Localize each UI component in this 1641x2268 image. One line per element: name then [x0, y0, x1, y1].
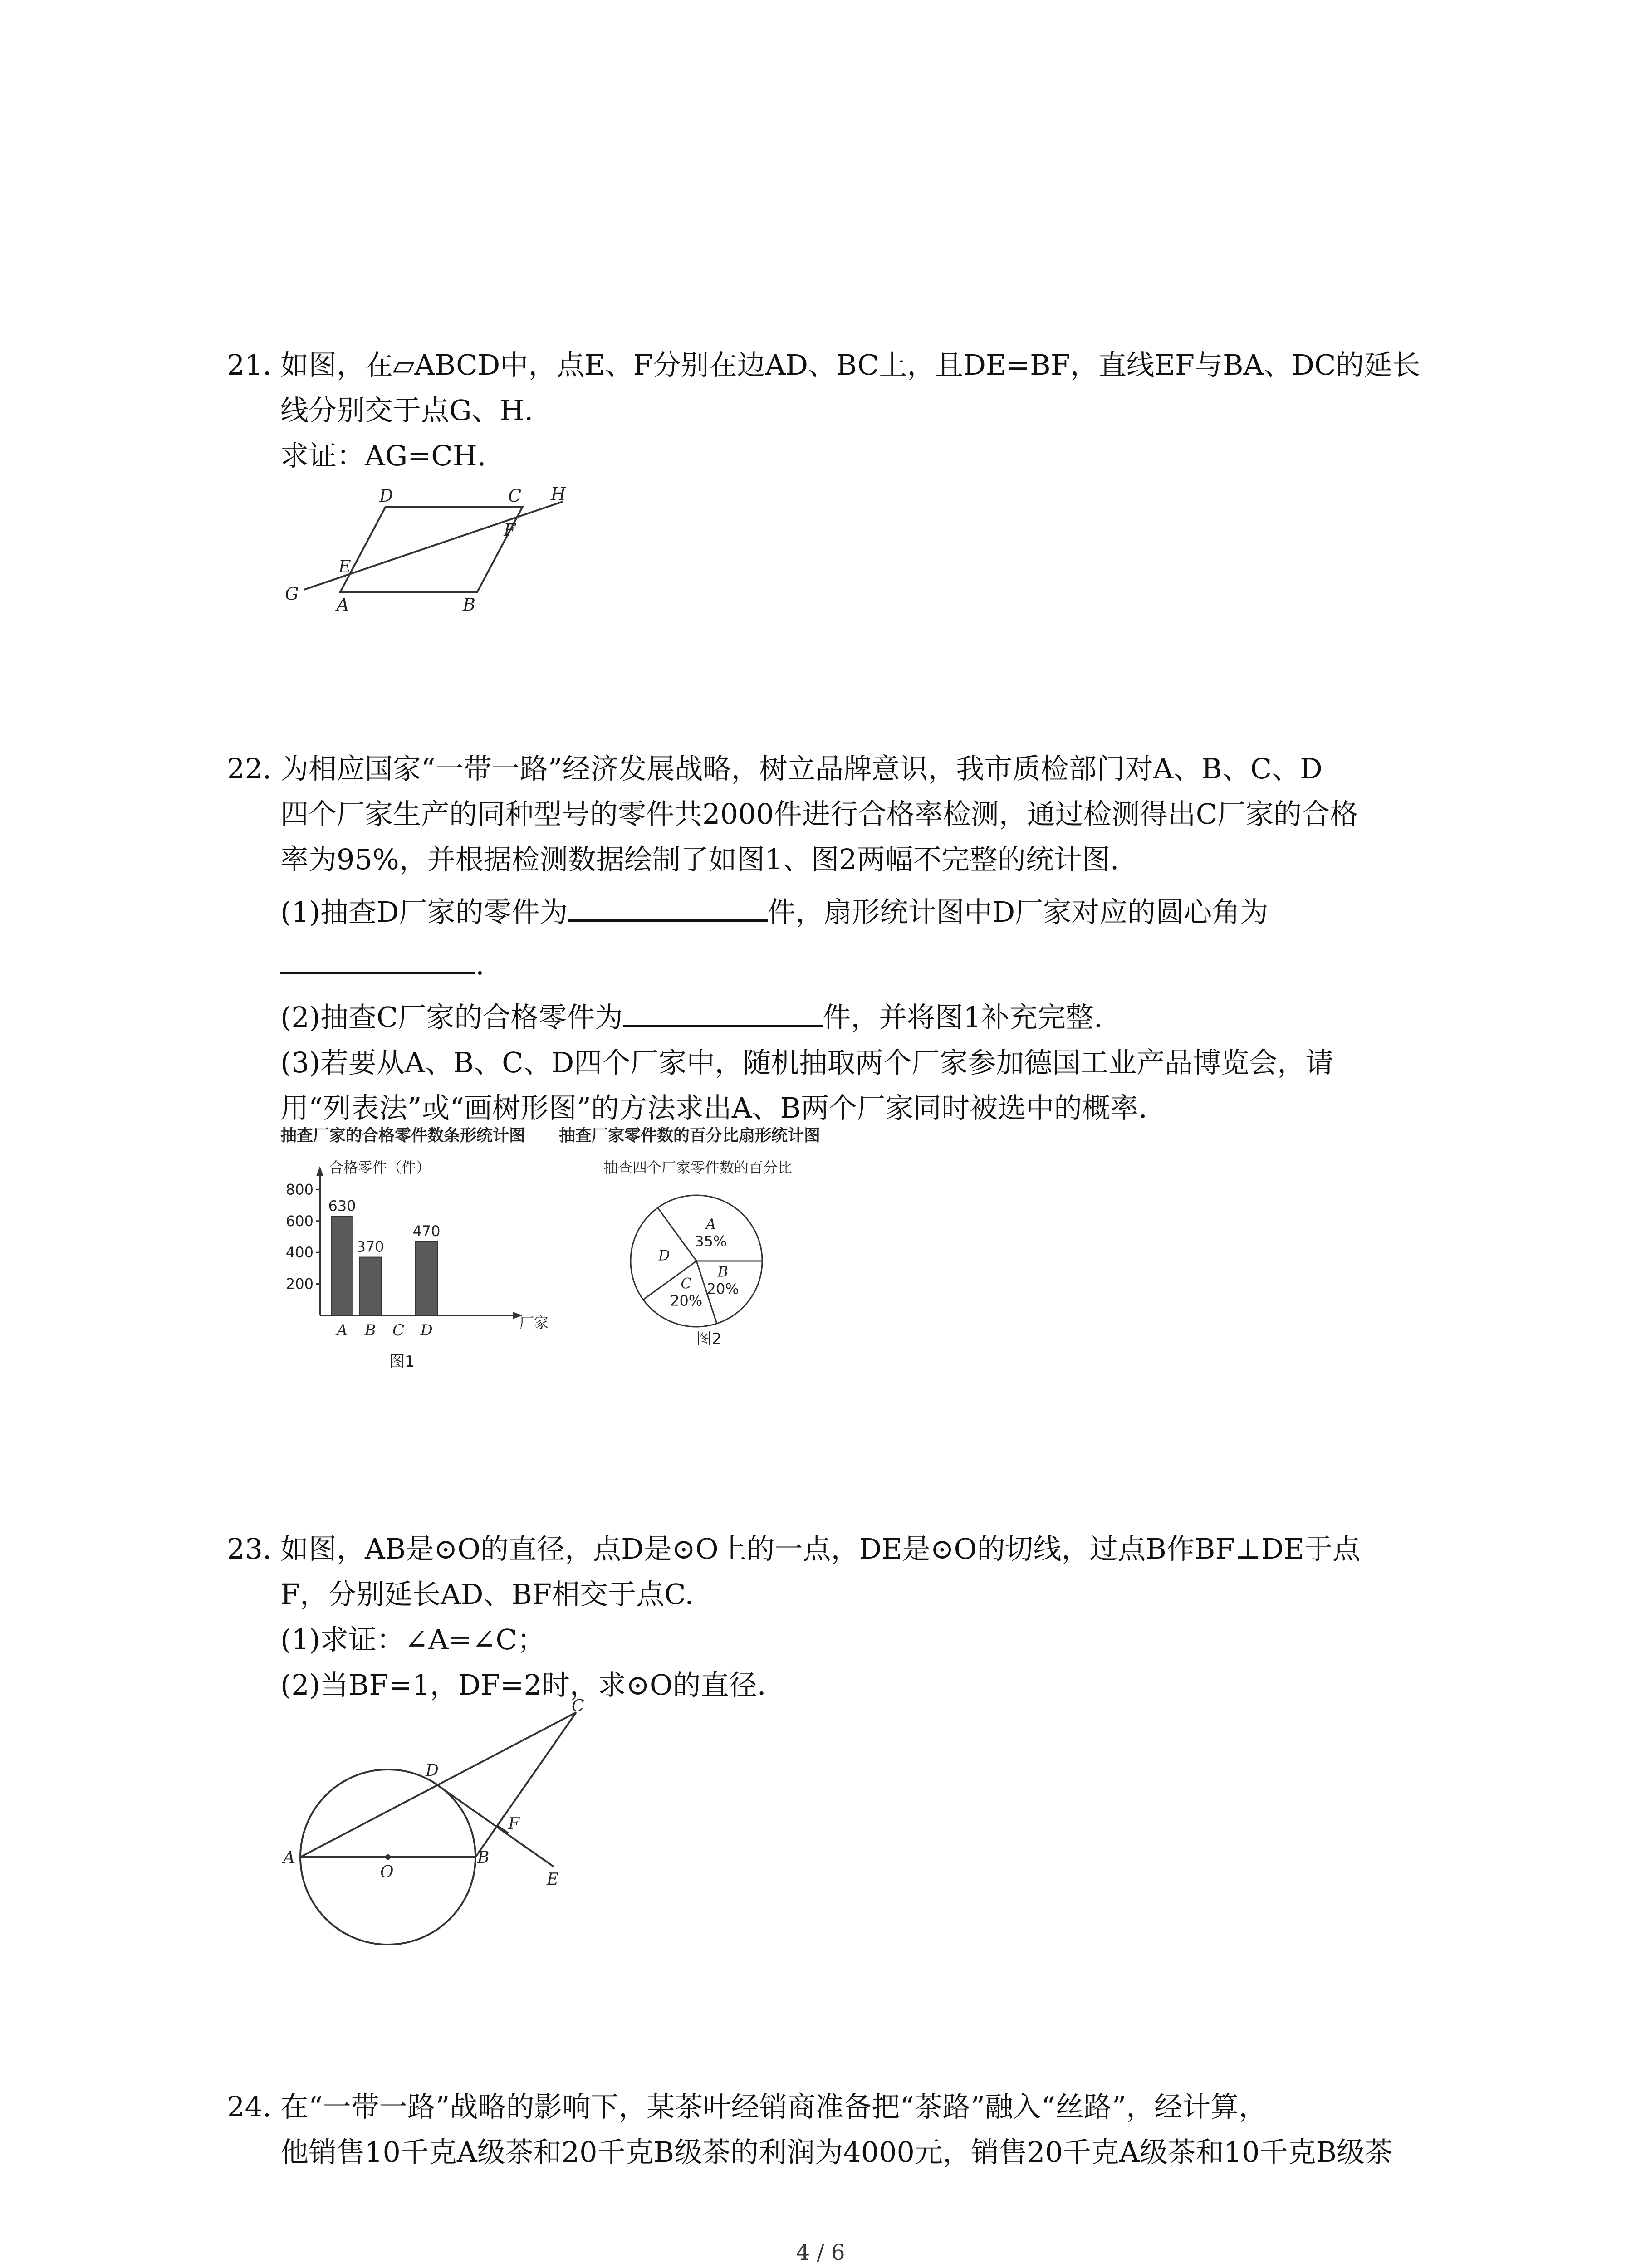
- bar-chart-title: 抽查厂家的合格零件数条形统计图: [280, 1126, 526, 1145]
- question-number: 21.: [227, 348, 272, 381]
- pie-slice-percent: 20%: [706, 1280, 739, 1298]
- x-tick-label: D: [420, 1321, 433, 1339]
- x-tick-label: A: [336, 1321, 348, 1339]
- label-b: B: [463, 595, 475, 615]
- x-axis-label: 厂家: [519, 1314, 549, 1331]
- part-1-text: (1)求证：∠A=∠C；: [280, 1623, 545, 1656]
- label-c: C: [572, 1697, 584, 1716]
- part-2-text: (2)抽查C厂家的合格零件为: [280, 1001, 623, 1034]
- part-1-text: (1)抽查D厂家的零件为: [280, 895, 568, 929]
- pie-slice-percent: 35%: [695, 1232, 727, 1250]
- pie-slice-name: A: [705, 1215, 716, 1233]
- y-axis-arrow: [316, 1166, 323, 1176]
- label-g: G: [285, 584, 299, 604]
- label-d: D: [426, 1761, 439, 1780]
- right-angle-mark: [497, 1815, 508, 1833]
- question-text: 如图，在▱ABCD中，点E、F分别在边AD、BC上，且DE=BF，直线EF与BA、DC的延长: [280, 348, 1421, 381]
- label-f: F: [508, 1815, 519, 1833]
- circle-figure: [272, 1697, 599, 1957]
- question-number: 24.: [227, 2090, 272, 2123]
- figure-caption: 图2: [696, 1330, 722, 1348]
- x-tick-label: B: [364, 1321, 376, 1339]
- question-21: [227, 342, 1452, 479]
- y-tick-label: 800: [285, 1181, 314, 1198]
- pie-slice-name: B: [717, 1263, 729, 1281]
- tangent-de: [432, 1781, 554, 1867]
- label-o: O: [380, 1863, 394, 1882]
- y-tick-label: 200: [285, 1275, 314, 1293]
- question-number: 22.: [227, 752, 272, 785]
- question-23: [227, 1526, 1452, 1708]
- label-e: E: [338, 557, 351, 577]
- pie-chart-title: 抽查厂家零件数的百分比扇形统计图: [559, 1126, 821, 1145]
- parallelogram-abcd: [340, 507, 523, 592]
- bar-chart: [272, 1154, 599, 1381]
- label-a: A: [337, 595, 349, 615]
- label-a: A: [283, 1848, 295, 1867]
- bar-value-label: 630: [328, 1197, 356, 1215]
- pie-slice-name: C: [681, 1275, 692, 1292]
- y-axis-label: 合格零件（件）: [329, 1159, 431, 1176]
- part-3-text: (3)若要从A、B、C、D四个厂家中，随机抽取两个厂家参加德国工业产品博览会，请: [280, 1046, 1334, 1079]
- label-d: D: [379, 486, 393, 506]
- bar-d: [416, 1242, 437, 1315]
- question-text: 他销售10千克A级茶和20千克B级茶的利润为4000元，销售20千克A级茶和10千克B级茶: [280, 2136, 1393, 2169]
- pie-chart: [599, 1154, 871, 1368]
- pie-subtitle: 抽查四个厂家零件数的百分比: [603, 1159, 793, 1176]
- label-h: H: [551, 484, 566, 504]
- question-text: 在“一带一路”战略的影响下，某茶叶经销商准备把“茶路”融入“丝路”，经计算，: [280, 2090, 1267, 2123]
- bar-a: [331, 1216, 353, 1315]
- part-3-text: 用“列表法”或“画树形图”的方法求出A、B两个厂家同时被选中的概率.: [280, 1091, 1147, 1124]
- answer-blank[interactable]: [568, 888, 768, 922]
- question-text: F，分别延长AD、BF相交于点C.: [280, 1578, 694, 1611]
- line-bc: [475, 1712, 576, 1857]
- bar-b: [359, 1257, 381, 1315]
- question-text: 求证：AG=CH.: [280, 439, 486, 472]
- part-1-end: .: [475, 948, 485, 981]
- y-tick-label: 600: [285, 1212, 314, 1230]
- question-text: 为相应国家“一带一路”经济发展战略，树立品牌意识，我市质检部门对A、B、C、D: [280, 752, 1323, 785]
- part-2-text: (2)当BF=1，DF=2时，求⊙O的直径.: [280, 1668, 766, 1701]
- center-point: [385, 1854, 391, 1860]
- question-24: [227, 2084, 1452, 2175]
- label-e: E: [547, 1870, 559, 1889]
- pie-slice-name: D: [658, 1246, 670, 1264]
- question-text: 四个厂家生产的同种型号的零件共2000件进行合格率检测，通过检测得出C厂家的合格: [280, 797, 1358, 831]
- question-text: 率为95%，并根据检测数据绘制了如图1、图2两幅不完整的统计图.: [280, 843, 1119, 876]
- answer-blank[interactable]: [280, 940, 475, 974]
- part-2-text: 件，并将图1补充完整.: [823, 1001, 1103, 1034]
- pie-slice-percent: 20%: [670, 1292, 703, 1310]
- answer-blank[interactable]: [623, 993, 823, 1027]
- parallelogram-figure: [272, 485, 590, 617]
- label-c: C: [508, 486, 522, 506]
- label-f: F: [504, 520, 516, 540]
- bar-value-label: 470: [412, 1222, 441, 1240]
- question-text: 线分别交于点G、H.: [280, 394, 534, 427]
- label-b: B: [477, 1848, 490, 1867]
- figure-caption: 图1: [389, 1353, 415, 1371]
- question-number: 23.: [227, 1532, 272, 1565]
- x-tick-label: C: [392, 1321, 405, 1339]
- part-1-text: 件，扇形统计图中D厂家对应的圆心角为: [767, 895, 1269, 929]
- page-number: 4 / 6: [796, 2240, 845, 2265]
- question-22: [227, 746, 1452, 1131]
- question-text: 如图，AB是⊙O的直径，点D是⊙O上的一点，DE是⊙O的切线，过点B作BF⊥DE于点: [280, 1532, 1361, 1565]
- y-tick-label: 400: [285, 1244, 314, 1261]
- bar-value-label: 370: [356, 1238, 384, 1256]
